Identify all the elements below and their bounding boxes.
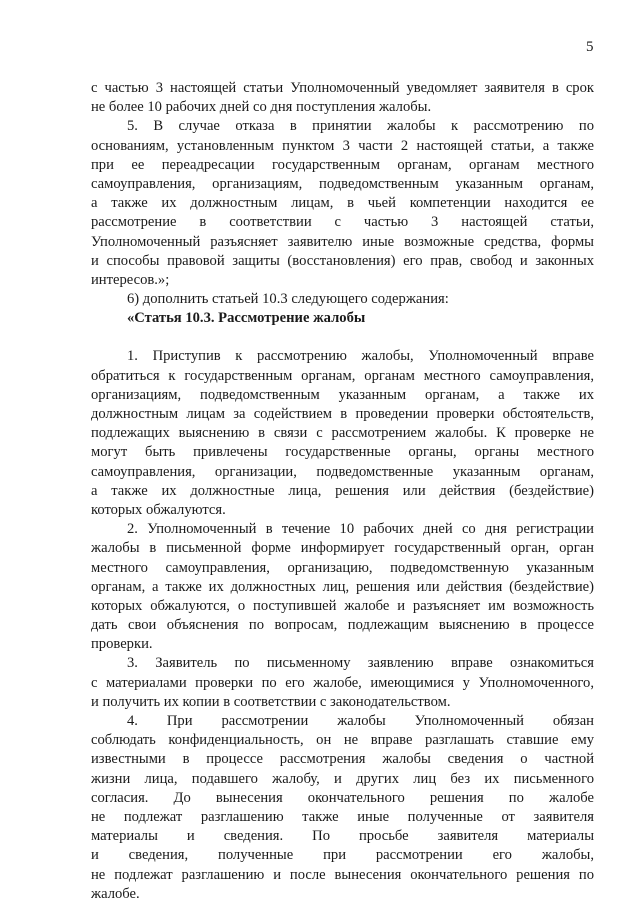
- text-line: проверки.: [91, 636, 153, 653]
- text-line: самоуправления, организации, подведомственные указанным органам,: [91, 463, 594, 480]
- text-line: соблюдать конфиденциальность, он не вправе разглашать ставшие ему: [91, 732, 594, 749]
- text-line: местного самоуправления, организацию, подведомственную указанным: [91, 559, 594, 576]
- text-line: и получить их копии в соответствии с законодательством.: [91, 693, 451, 710]
- text-line: обратиться к государственным органам, органам местного самоуправления,: [91, 367, 594, 384]
- text-line: 1. Приступив к рассмотрению жалобы, Уполномоченный вправе: [127, 348, 594, 365]
- text-line: основаниям, установленным пунктом 3 части 2 настоящей статьи, а также: [91, 137, 594, 154]
- text-line: а также их должностные лица, решения или действия (бездействие): [91, 482, 594, 499]
- text-line: самоуправления, организациям, подведомственным указанным органам,: [91, 175, 594, 192]
- text-line: организациям, подведомственным указанным органам, а также их: [91, 386, 594, 403]
- text-line: могут быть привлечены государственные органы, органы местного: [91, 444, 594, 461]
- text-line: которых обжалуются.: [91, 501, 226, 518]
- text-line: жалобы в письменной форме информирует государственный орган, орган: [91, 540, 594, 557]
- text-line: 4. При рассмотрении жалобы Уполномоченный обязан: [127, 713, 594, 729]
- text-line: известными в процессе рассмотрения жалобы сведения о частной: [91, 751, 594, 768]
- text-line: жалобе.: [91, 885, 140, 902]
- paragraph-gap: [91, 328, 594, 347]
- document-body: [91, 79, 594, 904]
- text-line: материалы и сведения. По просьбе заявителя материалы: [91, 828, 594, 845]
- text-line: 6) дополнить статьей 10.3 следующего содержания:: [127, 291, 449, 308]
- text-line: при ее переадресации государственным органам, органам местного: [91, 156, 594, 173]
- text-line: не подлежат разглашению и после вынесения окончательного решения по: [91, 866, 594, 883]
- text-line: должностным лицам за содействием в проведении проверки обстоятельств,: [91, 406, 594, 422]
- article-heading: «Статья 10.3. Рассмотрение жалобы: [127, 310, 366, 327]
- text-line: согласия. До вынесения окончательного решения по жалобе: [91, 789, 594, 806]
- text-line: не подлежат разглашению также иные полученные от заявителя: [91, 808, 594, 825]
- text-line: 2. Уполномоченный в течение 10 рабочих дней со дня регистрации: [127, 521, 594, 538]
- page-number: 5: [586, 39, 594, 55]
- text-line: а также их должностным лицам, в чьей компетенции находится ее: [91, 195, 594, 212]
- text-line: жизни лица, подавшего жалобу, и других лиц без их письменного: [91, 770, 594, 787]
- text-line: не более 10 рабочих дней со дня поступления жалобы.: [91, 99, 432, 116]
- text-line: и способы правовой защиты (восстановления) его прав, свобод и законных: [91, 252, 594, 269]
- text-line: с частью 3 настоящей статьи Уполномоченный уведомляет заявителя в срок: [91, 80, 594, 96]
- text-line: рассмотрение в соответствии с частью 3 настоящей статьи,: [91, 214, 594, 231]
- text-line: дать свои объяснения по вопросам, подлежащим выяснению в процессе: [91, 617, 594, 634]
- text-line: с материалами проверки по его жалобе, имеющимися у Уполномоченного,: [91, 674, 594, 691]
- text-line: и сведения, полученные при рассмотрении его жалобы,: [91, 847, 594, 864]
- text-line: подлежащих выяснению в связи с рассмотрением жалобы. К проверке не: [91, 425, 594, 442]
- text-line: Уполномоченный разъясняет заявителю иные возможные средства, формы: [91, 233, 594, 250]
- text-line: которых обжалуются, о поступившей жалобе и разъясняет им возможность: [91, 597, 594, 614]
- text-line: 5. В случае отказа в принятии жалобы к рассмотрению по: [127, 118, 594, 135]
- text-line: 3. Заявитель по письменному заявлению вправе ознакомиться: [127, 655, 594, 672]
- text-line: интересов.»;: [91, 271, 170, 288]
- text-line: органам, а также их должностных лиц, решения или действия (бездействие): [91, 578, 594, 595]
